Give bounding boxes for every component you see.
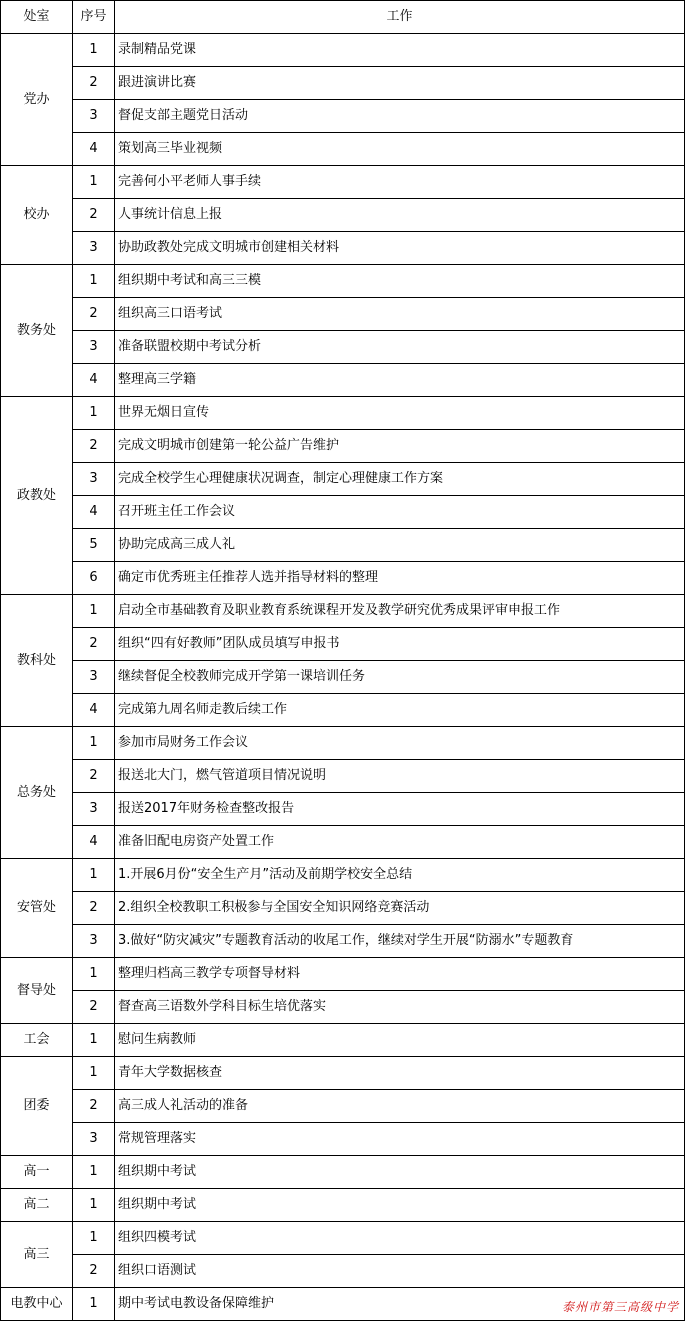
task-cell: 准备联盟校期中考试分析 [115,331,685,364]
table-row [1,694,685,727]
table-row [1,628,685,661]
table-row [1,562,685,595]
seq-cell: 1 [73,166,115,199]
seq-cell: 1 [73,397,115,430]
table-row [1,727,685,760]
task-cell: 世界无烟日宣传 [115,397,685,430]
seq-cell: 4 [73,496,115,529]
task-cell: 继续督促全校教师完成开学第一课培训任务 [115,661,685,694]
seq-cell: 3 [73,463,115,496]
table-row [1,1189,685,1222]
seq-cell: 4 [73,133,115,166]
table-row [1,1255,685,1288]
table-row [1,760,685,793]
table-row [1,1024,685,1057]
header-task: 工作 [115,1,685,34]
table-row [1,826,685,859]
task-cell: 完善何小平老师人事手续 [115,166,685,199]
task-cell: 督查高三语数外学科目标生培优落实 [115,991,685,1024]
seq-cell: 1 [73,1222,115,1255]
seq-cell: 2 [73,1255,115,1288]
seq-cell: 3 [73,925,115,958]
table-row [1,166,685,199]
task-cell: 完成第九周名师走教后续工作 [115,694,685,727]
table-row [1,529,685,562]
seq-cell: 1 [73,1156,115,1189]
dept-cell: 党办 [1,34,73,166]
seq-cell: 4 [73,826,115,859]
seq-cell: 1 [73,1288,115,1321]
seq-cell: 3 [73,331,115,364]
table-row [1,133,685,166]
task-cell: 慰问生病教师 [115,1024,685,1057]
task-cell: 2.组织全校教职工积极参与全国安全知识网络竞赛活动 [115,892,685,925]
seq-cell: 1 [73,727,115,760]
table-row [1,661,685,694]
table-row [1,265,685,298]
task-cell: 完成全校学生心理健康状况调查，制定心理健康工作方案 [115,463,685,496]
seq-cell: 3 [73,661,115,694]
task-cell: 确定市优秀班主任推荐人选并指导材料的整理 [115,562,685,595]
seq-cell: 2 [73,298,115,331]
task-cell: 组织口语测试 [115,1255,685,1288]
table-row [1,1123,685,1156]
seq-cell: 3 [73,100,115,133]
table-row [1,397,685,430]
seq-cell: 3 [73,1123,115,1156]
seq-cell: 2 [73,628,115,661]
table-row [1,298,685,331]
task-cell: 跟进演讲比赛 [115,67,685,100]
task-cell: 召开班主任工作会议 [115,496,685,529]
seq-cell: 4 [73,364,115,397]
header-dept: 处室 [1,1,73,34]
seq-cell: 2 [73,892,115,925]
dept-cell: 教科处 [1,595,73,727]
school-watermark: 泰州市第三高级中学 [561,1300,679,1314]
task-cell: 组织四模考试 [115,1222,685,1255]
dept-cell: 校办 [1,166,73,265]
seq-cell: 1 [73,265,115,298]
table-row [1,1156,685,1189]
task-cell: 组织期中考试 [115,1189,685,1222]
task-cell: 完成文明城市创建第一轮公益广告维护 [115,430,685,463]
task-cell: 组织期中考试 [115,1156,685,1189]
table-row [1,1222,685,1255]
seq-cell: 5 [73,529,115,562]
task-cell: 准备旧配电房资产处置工作 [115,826,685,859]
table-row [1,199,685,232]
dept-cell: 高一 [1,1156,73,1189]
task-cell: 启动全市基础教育及职业教育系统课程开发及教学研究优秀成果评审申报工作 [115,595,685,628]
table-row [1,991,685,1024]
seq-cell: 1 [73,1057,115,1090]
table-row [1,892,685,925]
table-row [1,430,685,463]
dept-cell: 安管处 [1,859,73,958]
seq-cell: 1 [73,595,115,628]
table-row [1,958,685,991]
table-row [1,793,685,826]
seq-cell: 2 [73,199,115,232]
seq-cell: 6 [73,562,115,595]
task-cell: 报送北大门，燃气管道项目情况说明 [115,760,685,793]
task-cell: 报送2017年财务检查整改报告 [115,793,685,826]
seq-cell: 1 [73,1189,115,1222]
dept-cell: 团委 [1,1057,73,1156]
table-row [1,595,685,628]
dept-cell: 教务处 [1,265,73,397]
task-cell: 人事统计信息上报 [115,199,685,232]
dept-cell: 政教处 [1,397,73,595]
table-row [1,232,685,265]
dept-cell: 高二 [1,1189,73,1222]
task-cell: 参加市局财务工作会议 [115,727,685,760]
task-cell: 整理高三学籍 [115,364,685,397]
table-row [1,100,685,133]
task-cell: 1.开展6月份“安全生产月”活动及前期学校安全总结 [115,859,685,892]
table-row [1,364,685,397]
table-row [1,1057,685,1090]
seq-cell: 1 [73,958,115,991]
task-cell: 组织“四有好教师”团队成员填写申报书 [115,628,685,661]
seq-cell: 2 [73,991,115,1024]
seq-cell: 2 [73,67,115,100]
seq-cell: 3 [73,232,115,265]
dept-cell: 电教中心 [1,1288,73,1321]
task-cell: 协助政教处完成文明城市创建相关材料 [115,232,685,265]
task-cell: 整理归档高三教学专项督导材料 [115,958,685,991]
task-cell: 组织期中考试和高三三模 [115,265,685,298]
task-cell: 高三成人礼活动的准备 [115,1090,685,1123]
table-row [1,1090,685,1123]
task-cell: 督促支部主题党日活动 [115,100,685,133]
table-row [1,925,685,958]
table-row [1,34,685,67]
task-cell: 录制精品党课 [115,34,685,67]
table-row [1,859,685,892]
dept-cell: 督导处 [1,958,73,1024]
task-cell: 期中考试电教设备保障维护 [115,1288,685,1321]
seq-cell: 1 [73,859,115,892]
table-row [1,331,685,364]
task-cell: 3.做好“防灾减灾”专题教育活动的收尾工作，继续对学生开展“防溺水”专题教育 [115,925,685,958]
seq-cell: 3 [73,793,115,826]
task-cell: 协助完成高三成人礼 [115,529,685,562]
task-cell: 青年大学数据核查 [115,1057,685,1090]
header-num: 序号 [73,1,115,34]
task-cell: 常规管理落实 [115,1123,685,1156]
table-row [1,463,685,496]
task-cell: 策划高三毕业视频 [115,133,685,166]
dept-cell: 工会 [1,1024,73,1057]
seq-cell: 2 [73,760,115,793]
dept-cell: 总务处 [1,727,73,859]
header-row [1,1,685,34]
table-row [1,67,685,100]
table-row [1,496,685,529]
seq-cell: 1 [73,34,115,67]
task-cell: 组织高三口语考试 [115,298,685,331]
seq-cell: 2 [73,430,115,463]
seq-cell: 2 [73,1090,115,1123]
seq-cell: 4 [73,694,115,727]
dept-cell: 高三 [1,1222,73,1288]
seq-cell: 1 [73,1024,115,1057]
